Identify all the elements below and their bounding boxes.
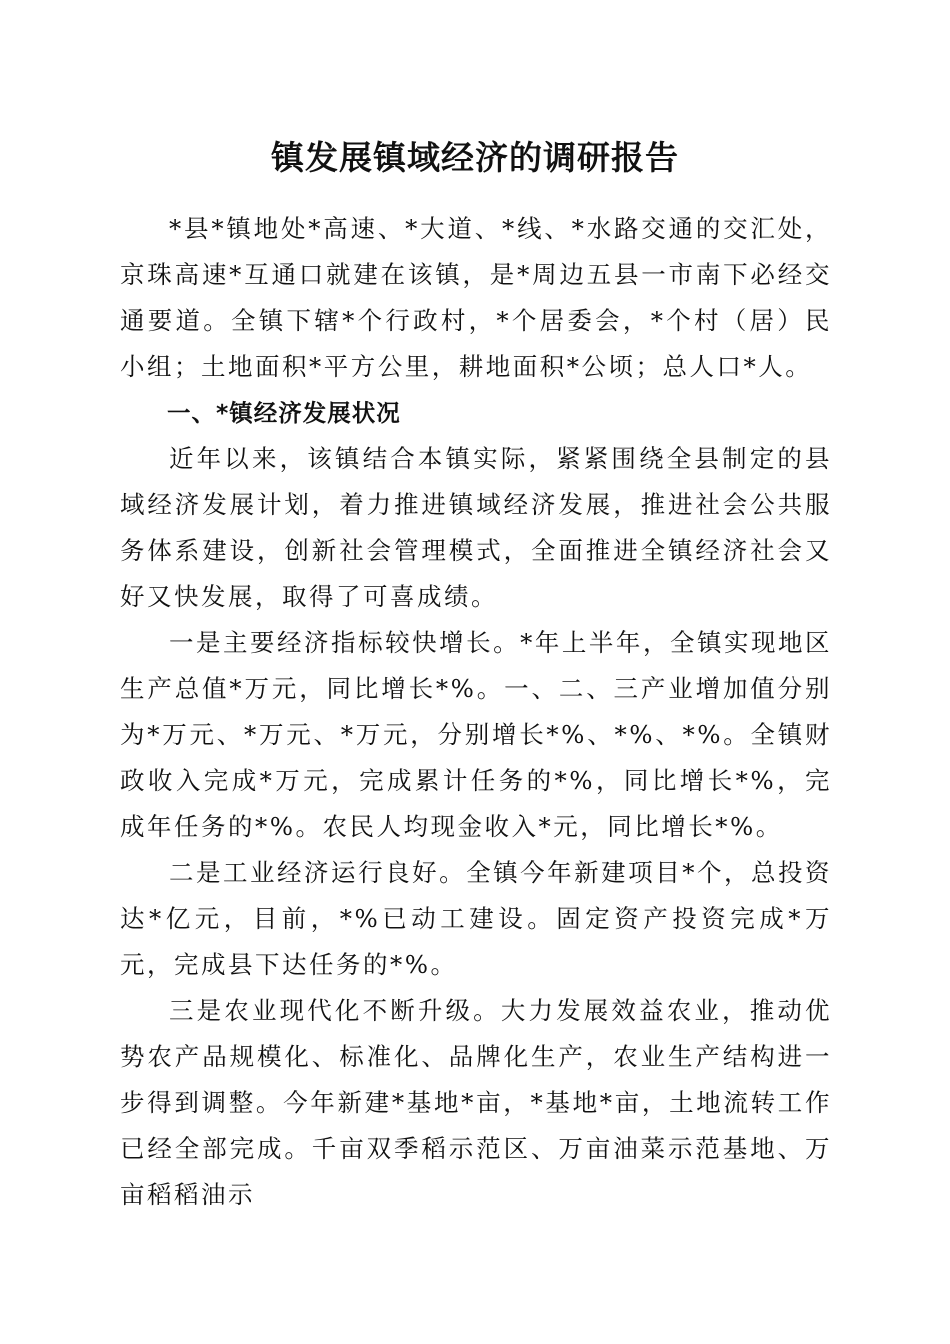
point-1-paragraph [120,620,832,850]
point-1-text: *年上半年，全镇实现地区生产总值*万元，同比增长*%。一、二、三产业增加值分别为*万元、*万元、*万元，分别增长*%、*%、*%。全镇财政收入完成*万元，完成累计任务的*%，同比增长*%，完成年任务的*%。农民人均现金收入*元，同比增长*%。 [120,628,833,841]
point-3-lead: 三是农业现代化不断升级。 [169,996,501,1025]
document-body [120,206,832,1218]
point-2-lead: 二是工业经济运行良好。 [169,858,467,887]
point-2-paragraph [120,850,832,988]
intro-paragraph: *县*镇地处*高速、*大道、*线、*水路交通的交汇处，京珠高速*互通口就建在该镇，是*周边五县一市南下必经交通要道。全镇下辖*个行政村，*个居委会，*个村（居）民小组；土地面积*平方公里，耕地面积*公顷；总人口*人。 [120,214,832,381]
document-title: 镇发展镇域经济的调研报告 [271,138,679,177]
section-heading: 一、*镇经济发展状况 [167,399,401,427]
section-intro-paragraph: 近年以来，该镇结合本镇实际，紧紧围绕全县制定的县域经济发展计划，着力推进镇域经济发展，推进社会公共服务体系建设，创新社会管理模式，全面推进全镇经济社会又好又快发展，取得了可喜成绩。 [120,444,832,611]
point-1-lead: 一是主要经济指标较快增长。 [169,628,521,657]
point-3-text: 大力发展效益农业，推动优势农产品规模化、标准化、品牌化生产，农业生产结构进一步得到调整。今年新建*基地*亩，*基地*亩，土地流转工作已经全部完成。千亩双季稻示范区、万亩油菜示范基地、万亩稻稻油示 [120,996,833,1209]
point-3-paragraph [120,988,832,1218]
point-2-text: 全镇今年新建项目*个，总投资达*亿元，目前，*%已动工建设。固定资产投资完成*万元，完成县下达任务的*%。 [120,858,833,979]
